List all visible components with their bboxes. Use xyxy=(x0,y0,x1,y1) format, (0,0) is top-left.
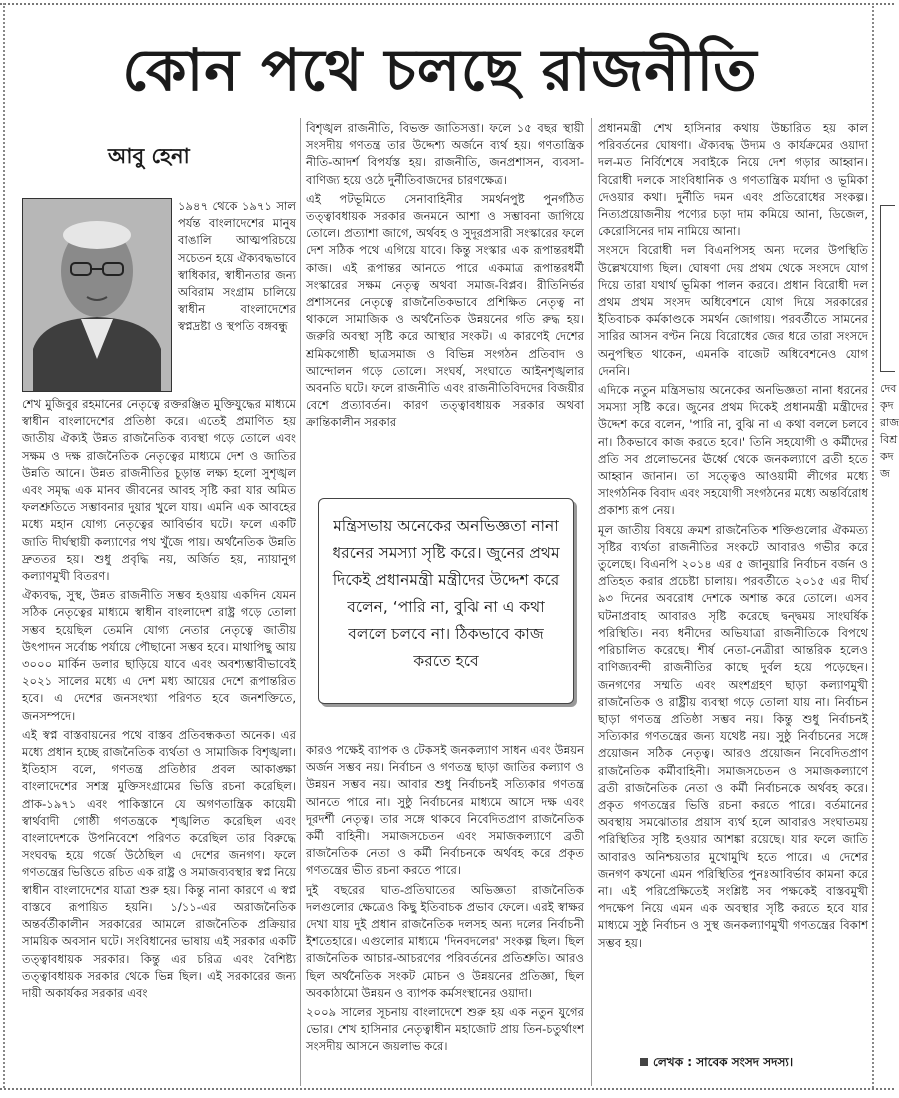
adjacent-article-box xyxy=(880,205,895,372)
column-three xyxy=(598,120,868,954)
bottom-dotted-border xyxy=(0,1088,894,1090)
article-headline: কোন পথে চলছে রাজনীতি xyxy=(122,36,758,104)
col3-paragraph-3: এদিকে নতুন মন্ত্রিসভায় অনেকের অনভিজ্ঞতা নানা ধরনের সমস্যা সৃষ্টি করে। জুনের প্রথম দিকেই প্রধানমন্ত্রী মন্ত্রীদের উদ্দেশ করে বলেন, 'পারি না, বুঝি না এ কথা বললে চলবে না। ঠিকভাবে কাজ করতে হবে।' তিনি সহযোগী ও কর্মীদের প্রতি সব প্রলোভনের ঊর্ধ্বে থেকে জনকল্যাণে ব্রতী হতে আহ্বান জানান। তা সত্ত্বেও আওয়ামী লীগের মধ্যে সাংগঠনিক বিবাদ এবং সহযোগী সংগঠনের মধ্যে অন্তর্বিরোধ প্রকাশ্য রূপ নেয়। xyxy=(598,383,868,518)
col3-paragraph-1: প্রধানমন্ত্রী শেখ হাসিনার কথায় উচ্চারিত হয় কাল পরিবর্তনের ঘোষণা। ঐক্যবদ্ধ উদ্যম ও কার্যক্রমের ওয়াদা দল-মত নির্বিশেষে সবাইকে নিয়ে দেশ গড়ার আহ্বান। বিরোধী দলকে সাংবিধানিক ও গণতান্ত্রিক মর্যাদা ও ভূমিকা দেওয়ার কথা। দুর্নীতি দমন এবং প্রতিরোধের সংকল্প। নিত্যপ্রয়োজনীয় পণ্যের চড়া দাম কমিয়ে আনা, ডিজেল, কেরোসিনের দাম নামিয়ে আনা। xyxy=(598,121,868,239)
pull-quote-text: মন্ত্রিসভায় অনেকের অনভিজ্ঞতা নানা ধরনের সমস্যা সৃষ্টি করে। জুনের প্রথম দিকেই প্রধানমন্ত্রী মন্ত্রীদের উদ্দেশ করে বলেন, ‘পারি না, বুঝি না এ কথা বললে চলবে না। ঠিকভাবে কাজ করতে হবে xyxy=(332,517,560,670)
column-two-top xyxy=(306,120,584,434)
col2-paragraph-5: ২০০৯ সালের সূচনায় বাংলাদেশে শুরু হয় এক নতুন যুগের ভোর। শেখ হাসিনার নেতৃত্বাধীন মহাজোট প্রায় তিন-চতুর্থাংশ সংসদীয় আসনে জয়লাভ করে। xyxy=(306,1005,584,1054)
author-byline: আবু হেনা xyxy=(108,144,190,168)
intro-paragraph: ১৯৪৭ থেকে ১৯৭১ সাল পর্যন্ত বাংলাদেশের মানুষ বাঙালি আত্মপরিচয়ে সচেতন হয়ে ঐক্যবদ্ধভাবে স্বাধিকার, স্বাধীনতার জন্য অবিরাম সংগ্রাম চালিয়ে স্বাধীন বাংলাদেশের স্বপ্নদ্রষ্টা ও স্থপতি বঙ্গবন্ধু xyxy=(178,199,297,334)
right-dotted-border xyxy=(872,3,874,1088)
col2-paragraph-1: বিশৃঙ্খল রাজনীতি, বিভক্ত জাতিসত্তা। ফলে ১৫ বছর স্থায়ী সংসদীয় গণতন্ত্র তার উদ্দেশ্য অর্জনে ব্যর্থ হয়। গণতান্ত্রিক নীতি-আদর্শ বিপর্যস্ত হয়। রাজনীতি, জনপ্রশাসন, ব্যবসা-বাণিজ্য হয়ে ওঠে দুর্নীতিবাজদের চারণক্ষেত্র। xyxy=(306,121,584,187)
column-one xyxy=(22,396,296,1004)
pull-quote-box xyxy=(318,498,574,704)
col1-paragraph-1: শেখ মুজিবুর রহমানের নেতৃত্বে রক্তরঞ্জিত মুক্তিযুদ্ধের মাধ্যমে স্বাধীন বাংলাদেশের প্রতিষ্ঠা করে। এতেই প্রমাণিত হয় জাতীয় ঐক্যই উন্নত রাজনৈতিক ব্যবস্থা গড়ে তোলে এবং সক্ষম ও দক্ষ রাজনৈতিক নেতৃত্বের মাধ্যমে দেশ ও জাতির উন্নতি আনে। উন্নত রাজনীতির চূড়ান্ত লক্ষ্য হলো সুশৃঙ্খল এবং সমৃদ্ধ এক মানব জীবনের আবহ সৃষ্টি করা যার অমিত ফলশ্রুতিতে সম্ভাবনার দুয়ার খুলে যায়। এমনি এক আবহের মধ্যে মহান যোগ্য নেতৃত্বের আবির্ভাব ঘটে। ফলে একটি জাতি দীর্ঘস্থায়ী কল্যাণের পথ খুঁজে পায়। অর্থনৈতিক উন্নতি দ্রুততর হয়। শুধু প্রবৃদ্ধি নয়, অর্জিত হয়, ন্যায়ানুগ কল্যাণমুখী বিতরণ। xyxy=(22,397,296,584)
left-dotted-border xyxy=(3,3,5,1088)
portrait-image xyxy=(23,199,171,391)
col3-paragraph-4: মূল জাতীয় বিষয়ে ক্রমশ রাজনৈতিক শক্তিগুলোর ঐকমত্য সৃষ্টির ব্যর্থতা রাজনীতির সংকটে আবারও গভীর করে তুলেছে। বিএনপি ২০১৪ এর ৫ জানুয়ারি নির্বাচন বর্জন ও প্রতিহত করার প্রচেষ্টা চালায়। পরবর্তীতে ২০১৫ এর দীর্ঘ ৯৩ দিনের অবরোধ দেশকে অশান্ত করে তোলে। এসব ঘটনাপ্রবাহ আবারও সৃষ্টি করেছে দ্বন্দ্বময় সাংঘর্ষিক পরিস্থিতি। নব্য ধনীদের অভিযাত্রা রাজনীতিকে বিপথে পরিচালিত করেছে। শীর্ষ নেতা-নেত্রীরা আন্তরিক হলেও বাণিজ্যবন্দী রাজনীতির কাছে দুর্বল হয়ে পড়েছেন। জনগণের সম্মতি এবং অংশগ্রহণ ছাড়া কল্যাণমুখী রাজনৈতিক ও রাষ্ট্রীয় ব্যবস্থা গড়ে তোলা যায় না। নির্বাচন ছাড়া গণতন্ত্র প্রতিষ্ঠা সম্ভব নয়। কিন্তু শুধু নির্বাচনই সত্যিকার গণতন্ত্রের জন্য যথেষ্ট নয়। সুষ্ঠু নির্বাচনের সঙ্গে প্রয়োজন সঠিক নেতৃত্ব। আরও প্রয়োজন নিবেদিতপ্রাণ রাজনৈতিক কর্মীবাহিনী। সমাজসচেতন ও সমাজকল্যাণে ব্রতী রাজনৈতিক নেতা ও কর্মী নির্বাচনকে অর্থবহ করে। প্রকৃত গণতন্ত্রের ভিত্তি রচনা করতে পারে। বর্তমানের অবস্থায় সমঝোতার প্রয়াস ব্যর্থ হলে আবারও সংঘাতময় পরিস্থিতির সৃষ্টি হওয়ার আশঙ্কা রয়েছে। যার ফলে জাতি আবারও অনিশ্চয়তার মুখোমুখি হতে পারে। এ দেশের জনগণ কখনো এমন পরিস্থিতির পুনঃআবির্ভাব কামনা করে না। এই পরিপ্রেক্ষিতেই সংশ্লিষ্ট সব পক্ষকেই বাস্তবমুখী পদক্ষেপ নিয়ে এমন এক অবস্থার সৃষ্টি করতে হবে যার মাধ্যমে সুষ্ঠু নির্বাচন ও সুস্থ জনকল্যাণমুখী গণতন্ত্রের বিকাশ সম্ভব হয়। xyxy=(598,522,868,950)
square-bullet-icon xyxy=(640,1058,648,1066)
writer-note-text: লেখক : সাবেক সংসদ সদস্য। xyxy=(653,1055,794,1069)
column-divider-2 xyxy=(591,118,592,1086)
author-photo xyxy=(22,198,172,392)
top-dotted-border xyxy=(0,3,894,5)
col1-paragraph-2: ঐক্যবদ্ধ, সুস্থ, উন্নত রাজনীতি সম্ভব হওয়ায় একদিন যেমন সঠিক নেতৃত্বের মাধ্যমে স্বাধীন বাংলাদেশ রাষ্ট্র গড়ে তোলা সম্ভব হয়েছিল তেমনি যোগ্য নেতার নেতৃত্বে জাতীয় উৎপাদন সর্বোচ্চ পর্যায়ে পৌছানো সম্ভব হবে। মাথাপিছু আয় ৩০০০ মার্কিন ডলার ছাড়িয়ে যাবে এবং অবশ্যম্ভাবীভাবেই ২০২১ সালের মধ্যে এ দেশ মধ্য আয়ের দেশে রূপান্তরিত হবে। এ দেশের জনসংখ্যা পরিণত হবে জনশক্তিতে, জনসম্পদে। xyxy=(22,588,296,723)
column-two-bottom xyxy=(306,742,584,1058)
adjacent-article-text: দেবকৃদরাজবিশ্রকদজ xyxy=(880,382,899,480)
col2-paragraph-2: এই পটভূমিতে সেনাবাহিনীর সমর্থনপুষ্ট পুনর্গঠিত তত্ত্বাবধায়ক সরকার জনমনে আশা ও সম্ভাবনা জাগিয়ে তোলে। প্রত্যাশা জাগে, অর্থবহ ও সুদূরপ্রসারী সংস্কারের ফলে দেশ সঠিক পথে এগিয়ে যাবে। কিন্তু সংস্কার এক রূপান্তরধর্মী কাজ। এই রূপান্তর আনতে পারে একমাত্র রূপান্তরধর্মী সংস্কারের সক্ষম নেতৃত্ব অথবা সমাজ-বিপ্লব। রীতিনির্ভর প্রশাসনের নেতৃত্বে রাজনৈতিকভাবে প্রশিক্ষিত নেতৃত্ব না থাকলে সামাজিক ও অর্থনৈতিক উন্নয়নের গতি রুদ্ধ হয়। জরুরি অবস্থা সৃষ্টি করে আস্থার সংকট। এ কারণেই দেশের শ্রমিকগোষ্ঠী ছাত্রসমাজ ও বিভিন্ন সংগঠন প্রতিবাদ ও আন্দোলন গড়ে তোলে। সংঘর্ষ, সংঘাতে আইনশৃঙ্খলার অবনতি ঘটে। ফলে রাজনীতি এবং রাজনীতিবিদদের বিজয়ীর বেশে প্রত্যাবর্তন। কারণ তত্ত্বাবধায়ক সরকার অথবা ক্রান্তিকালীন সরকার xyxy=(306,191,584,430)
col2-paragraph-3: কারও পক্ষেই ব্যাপক ও টেকসই জনকল্যাণ সাধন এবং উন্নয়ন অর্জন সম্ভব নয়। নির্বাচন ও গণতন্ত্র ছাড়া জাতির কল্যাণ ও উন্নয়ন সম্ভব নয়। আবার শুধু নির্বাচনই সত্যিকার গণতন্ত্র আনতে পারে না। সুষ্ঠু নির্বাচনের মাধ্যমে আসে দক্ষ এবং দূরদর্শী নেতৃত্ব। তার সঙ্গে থাকবে নিবেদিতপ্রাণ রাজনৈতিক কর্মী বাহিনী। সমাজসচেতন এবং সমাজকল্যাণে ব্রতী রাজনৈতিক নেতা ও কর্মী নির্বাচনকে অর্থবহ করে প্রকৃত গণতন্ত্রের ভীত রচনা করতে পারে। xyxy=(306,743,584,878)
intro-paragraph-column xyxy=(178,198,296,338)
col2-paragraph-4: দুই বছরের ঘাত-প্রতিঘাতের অভিজ্ঞতা রাজনৈতিক দলগুলোর ক্ষেত্রেও কিছু ইতিবাচক প্রভাব ফেলে। এরই স্বাক্ষর দেখা যায় দুই প্রধান রাজনৈতিক দলসহ অন্য দলের নির্বাচনী ইশতেহারে। এগুলোর মাধ্যমে 'দিনবদলের' সংকল্প ছিল। ছিল রাজনৈতিক আচার-আচরণের পরিবর্তনের প্রতিশ্রুতি। আরও ছিল অর্থনৈতিক সংকট মোচন ও উন্নয়নের প্রতিজ্ঞা, ছিল অবকাঠামো উন্নয়ন ও ব্যাপক কর্মসংস্থানের ওয়াদা। xyxy=(306,882,584,1000)
writer-note xyxy=(640,1054,793,1074)
col1-paragraph-3: এই স্বপ্ন বাস্তবায়নের পথে বাস্তব প্রতিবন্ধকতা অনেক। এর মধ্যে প্রধান হচ্ছে রাজনৈতিক ব্যর্থতা ও সামাজিক বিশৃঙ্খলা। ইতিহাস বলে, গণতন্ত্র প্রতিষ্ঠার প্রবল আকাঙ্ক্ষা বাংলাদেশের সশস্ত্র মুক্তিসংগ্রামের ভিত্তি রচনা করেছিল। প্রাক-১৯৭১ এবং পাকিস্তানে যে অগণতান্ত্রিক কায়েমী স্বার্থবাদী গোষ্ঠী গণতন্ত্রকে শৃঙ্খলিত করেছিল এবং বাংলাদেশকে উপনিবেশে পরিণত করেছিল তার বিরুদ্ধে সংঘবদ্ধ হয়ে গর্জে উঠেছিল এ দেশের জনগণ। ফলে গণতন্ত্রের ভিত্তিতে রচিত এক রাষ্ট্র ও সমাজব্যবস্থার স্বপ্ন নিয়ে স্বাধীন বাংলাদেশের যাত্রা শুরু হয়। কিন্তু নানা কারণে এ স্বপ্ন বাস্তবে রূপায়িত হয়নি। ১/১১-এর অরাজনৈতিক অন্তর্বর্তীকালীন সরকারের আমলে রাজনৈতিক প্রক্রিয়ার সাময়িক অবসান ঘটে। সংবিধানের ভাষায় এই সরকার একটি তত্ত্বাবধায়ক সরকার। কিন্তু এর চরিত্র এবং বৈশিষ্ট্য তত্ত্বাবধায়ক সরকার থেকে ভিন্ন ছিল। এই সরকারের জন্য দায়ী অকার্যকর সরকার এবং xyxy=(22,727,296,1000)
col3-paragraph-2: সংসদে বিরোধী দল বিএনপিসহ অন্য দলের উপস্থিতি উল্লেখযোগ্য ছিল। ঘোষণা দেয় প্রথম থেকে সংসদে যোগ দিয়ে তারা যথার্থ ভূমিকা পালন করবে। প্রধান বিরোধী দল প্রথম প্রথম সংসদ অধিবেশনে যোগ দিয়ে সরকারের ইতিবাচক কর্মকাণ্ডকে সমর্থন জোগায়। পরবর্তীতে সামনের সারির আসন বণ্টন নিয়ে বিরোধের জের ধরে তারা সংসদে অনুপস্থিত থাকেন, এমনকি বাজেট অধিবেশনেও যোগ দেননি। xyxy=(598,243,868,378)
column-divider-1 xyxy=(300,118,301,1086)
